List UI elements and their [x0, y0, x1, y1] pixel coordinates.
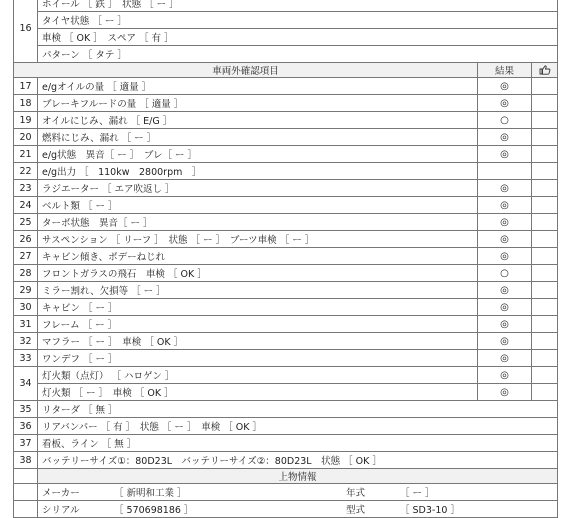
- group-16-row: [14, 46, 558, 63]
- exterior-section-header: [14, 63, 558, 78]
- inspection-item-row: [14, 350, 558, 367]
- inspection-item-row: [14, 282, 558, 299]
- info-value: ［ 新明和工業 ］: [114, 488, 187, 499]
- item-text: ベルト類 ［ ー ］: [38, 197, 478, 214]
- item-text: 灯火類（点灯） ［ ハロゲン ］: [38, 367, 478, 384]
- item-result: ◎: [478, 197, 532, 214]
- item-number: 34: [14, 367, 38, 401]
- item-result: ◎: [478, 350, 532, 367]
- item-text: ミラー割れ、欠損等 ［ ー ］: [38, 282, 478, 299]
- item-number: 29: [14, 282, 38, 299]
- item-number: 33: [14, 350, 38, 367]
- item-extra: [532, 95, 558, 112]
- item-extra: [532, 333, 558, 350]
- upper-info-title: 上物情報: [38, 469, 558, 484]
- item-text: ラジエーター ［ エア吹返し ］: [38, 180, 478, 197]
- item-text: マフラー ［ ー ］ 車検 ［ OK ］: [38, 333, 478, 350]
- spacer-cell: [14, 484, 38, 501]
- info-value: ［ SD3-10 ］: [400, 505, 460, 516]
- item-number: 32: [14, 333, 38, 350]
- item-text: リアバンパー ［ 有 ］ 状態 ［ ー ］ 車検 ［ OK ］: [38, 418, 558, 435]
- result-header: 結果: [478, 63, 532, 78]
- item-number: 25: [14, 214, 38, 231]
- inspection-item-row: [14, 163, 558, 180]
- spacer-cell: [14, 469, 38, 484]
- inspection-item-row: [14, 78, 558, 95]
- inspection-item-row: [14, 214, 558, 231]
- tire-row: タイヤ状態 ［ ー ］: [38, 12, 558, 29]
- item-result: ◎: [478, 146, 532, 163]
- section-title: 車両外確認項目: [14, 63, 478, 78]
- item-number: 22: [14, 163, 38, 180]
- item-number: 19: [14, 112, 38, 129]
- item-extra: [532, 231, 558, 248]
- info-label: 年式: [346, 488, 366, 499]
- item-number: 28: [14, 265, 38, 282]
- group-16-row: [14, 0, 558, 12]
- inspection-table: [13, 0, 558, 518]
- item-number: 18: [14, 95, 38, 112]
- item-extra: [532, 112, 558, 129]
- item-text: 灯火類 ［ ー ］ 車検 ［ OK ］: [38, 384, 478, 401]
- item-text: e/g出力 ［ 110kw 2800rpm ］: [38, 163, 478, 180]
- item-result: ◎: [478, 333, 532, 350]
- item-extra: [532, 180, 558, 197]
- item-text: ワンデフ ［ ー ］: [38, 350, 478, 367]
- item-extra: [532, 129, 558, 146]
- inspection-item-row: [14, 231, 558, 248]
- item-extra: [532, 316, 558, 333]
- inspection-spare-row: 車検 ［ OK ］ スペア ［ 有 ］: [38, 29, 558, 46]
- item-text: キャビン ［ ー ］: [38, 299, 478, 316]
- item-number: 20: [14, 129, 38, 146]
- item-number: 36: [14, 418, 38, 435]
- group-16-row: [14, 29, 558, 46]
- item-extra: [532, 282, 558, 299]
- item-number: 24: [14, 197, 38, 214]
- item-number: 37: [14, 435, 38, 452]
- item-extra: [532, 248, 558, 265]
- item-text: リターダ ［ 無 ］: [38, 401, 558, 418]
- pattern-row: パターン ［ タテ ］: [38, 46, 558, 63]
- inspection-item-row: [14, 333, 558, 350]
- item-result: ◎: [478, 95, 532, 112]
- item-text: バッテリーサイズ①：80D23L バッテリーサイズ②：80D23L 状態 ［ OK ］: [38, 452, 558, 469]
- thumbs-up-icon[interactable]: [539, 65, 551, 75]
- inspection-item-row: [14, 299, 558, 316]
- item-number: 16: [14, 0, 38, 63]
- item-text: フレーム ［ ー ］: [38, 316, 478, 333]
- upper-info-content: [38, 501, 558, 518]
- inspection-item-row: [14, 401, 558, 418]
- item-extra: [532, 299, 558, 316]
- item-result: ◎: [478, 384, 532, 401]
- inspection-sheet: [13, 0, 557, 518]
- group-16-row: [14, 12, 558, 29]
- item-result: ◎: [478, 78, 532, 95]
- item-text: オイルにじみ、漏れ ［ E/G ］: [38, 112, 478, 129]
- inspection-item-row: [14, 197, 558, 214]
- inspection-item-row: [14, 146, 558, 163]
- item-number: 30: [14, 299, 38, 316]
- item-number: 31: [14, 316, 38, 333]
- item-result: ◎: [478, 248, 532, 265]
- item-result: ◎: [478, 282, 532, 299]
- item-result: ◎: [478, 231, 532, 248]
- item-text: e/gオイルの量 ［ 適量 ］: [38, 78, 478, 95]
- item-result: ◎: [478, 180, 532, 197]
- upper-info-header: [14, 469, 558, 484]
- info-value: ［ 570698186 ］: [114, 505, 194, 516]
- item-number: 35: [14, 401, 38, 418]
- item-extra: [532, 146, 558, 163]
- item-text: 燃料にじみ、漏れ ［ ー ］: [38, 129, 478, 146]
- info-label: 型式: [346, 505, 366, 516]
- inspection-item-row: [14, 129, 558, 146]
- item-result: ◎: [478, 299, 532, 316]
- inspection-item-row: [14, 367, 558, 384]
- item-text: ターボ状態 異音［ ー ］: [38, 214, 478, 231]
- item-result: ◎: [478, 316, 532, 333]
- item-result: [478, 163, 532, 180]
- item-result: ○: [478, 112, 532, 129]
- item-result: ◎: [478, 367, 532, 384]
- item-result: ○: [478, 265, 532, 282]
- item-result: ◎: [478, 129, 532, 146]
- item-extra: [532, 214, 558, 231]
- item-extra: [532, 350, 558, 367]
- upper-info-row: [14, 501, 558, 518]
- item-text: ブレーキフルードの量 ［ 適量 ］: [38, 95, 478, 112]
- inspection-item-row: [14, 316, 558, 333]
- item-text: キャビン傾き、ボデーねじれ: [38, 248, 478, 265]
- inspection-item-row: [14, 112, 558, 129]
- item-text: e/g状態 異音［ ー ］ ブレ［ ー ］: [38, 146, 478, 163]
- inspection-item-row: [14, 435, 558, 452]
- info-label: メーカー: [42, 488, 80, 499]
- item-number: 38: [14, 452, 38, 469]
- wheel-row: ホイール ［ 鉄 ］ 状態 ［ ー ］: [38, 0, 558, 12]
- item-extra: [532, 197, 558, 214]
- info-label: シリアル: [42, 505, 80, 516]
- inspection-item-row: [14, 248, 558, 265]
- spacer-cell: [14, 501, 38, 518]
- item-text: サスペンション ［ リーフ ］ 状態 ［ ー ］ ブーツ車検 ［ ー ］: [38, 231, 478, 248]
- item-result: ◎: [478, 214, 532, 231]
- inspection-item-row: [14, 95, 558, 112]
- item-extra: [532, 265, 558, 282]
- item-extra: [532, 367, 558, 384]
- item-number: 27: [14, 248, 38, 265]
- inspection-item-row: [14, 265, 558, 282]
- inspection-item-row: [14, 180, 558, 197]
- upper-info-content: [38, 484, 558, 501]
- item-number: 17: [14, 78, 38, 95]
- item-number: 26: [14, 231, 38, 248]
- item-extra: [532, 163, 558, 180]
- upper-info-row: [14, 484, 558, 501]
- item-extra: [532, 78, 558, 95]
- item-text: フロントガラスの飛石 車検 ［ OK ］: [38, 265, 478, 282]
- inspection-item-row: [14, 452, 558, 469]
- item-number: 23: [14, 180, 38, 197]
- inspection-item-row: [14, 418, 558, 435]
- item-extra: [532, 384, 558, 401]
- info-value: ［ ー ］: [400, 488, 435, 499]
- item-text: 看板、ライン ［ 無 ］: [38, 435, 558, 452]
- inspection-item-row: [14, 384, 558, 401]
- header-icon-cell[interactable]: [532, 63, 558, 78]
- item-number: 21: [14, 146, 38, 163]
